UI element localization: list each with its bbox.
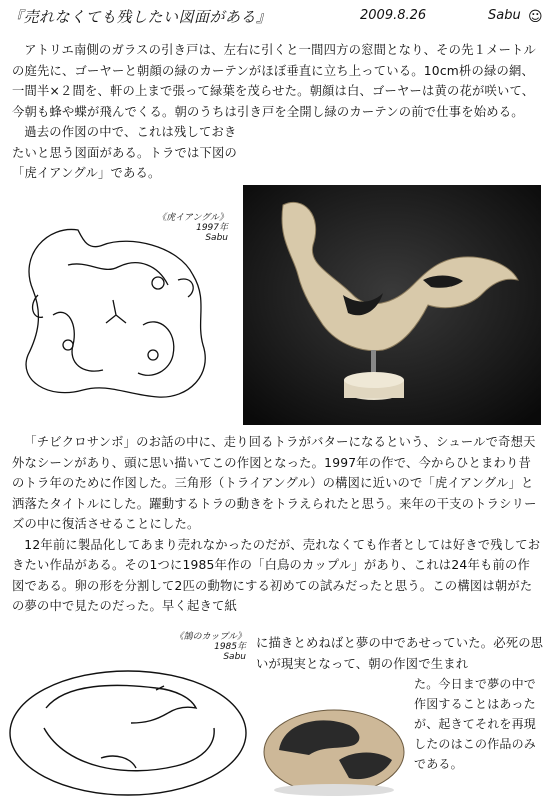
smiley-icon: ☺ xyxy=(528,9,543,25)
body-text-3 xyxy=(256,633,544,674)
paragraph-4a: 12年前に製品化してあまり売れなかったのだが、売れなくても作者としては好きで残しておきたい作品がある。その1つに1985年作の「白鳥のカップル」があり、これは24年も前の作図である。卵の形を分割して2匹の動物にする初めての試みだったと思う。この構図は朝がたの夢の中で見たのだった。早く起きて紙 xyxy=(12,537,541,613)
paragraph-1: アトリエ南側のガラスの引き戸は、左右に引くと一間四方の窓間となり、その先１メートルの庭先に、ゴーヤーと朝顔の緑のカーテンがほぼ垂直に立ち上っている。10cm枡の緑の網、一間半×２間を、軒の上まで張って緑葉を茂らせた。朝顔は白、ゴーヤーは黄の花が咲いて、今朝も蜂や蝶が飛んでくる。朝のうちは引き戸を全開し緑のカーテンの前で仕事を始める。 xyxy=(12,43,537,119)
sketch1-caption-title: 《虎イアングル》 xyxy=(157,213,228,223)
page-title: 『売れなくても残したい図面がある』 xyxy=(8,8,272,26)
swan-photo-art xyxy=(254,690,412,802)
sketch1-caption-year: 1997年 xyxy=(196,223,228,233)
header xyxy=(8,6,544,32)
intro-text xyxy=(12,40,542,184)
swan-sketch xyxy=(6,628,251,803)
paragraph-4b: に描きとめねばと夢の中であせっていた。必死の思いが現実となって、朝の作図で生まれ xyxy=(256,636,544,671)
sketch2-caption-sig: Sabu xyxy=(223,652,246,662)
paragraph-2: 過去の作図の中で、これは残しておきたいと思う図面がある。トラでは下図の「虎イアングル」である。 xyxy=(12,125,237,180)
sketch1-caption xyxy=(128,213,228,243)
tiger-sculpture-photo xyxy=(243,185,541,425)
sketch1-caption-sig: Sabu xyxy=(205,233,228,243)
tiger-photo-art xyxy=(243,185,541,425)
tiger-sketch xyxy=(8,205,243,410)
post-date: 2009.8.26 xyxy=(360,8,427,23)
body-text-2 xyxy=(12,432,542,617)
paragraph-5: た。今日まで夢の中で作図することはあったが、起きてそれを再現したのはこの作品のみである。 xyxy=(414,677,537,771)
paragraph-3: 「チビクロサンボ」のお話の中に、走り回るトラがバターになるという、シュールで奇想天外なシーンがあり、頭に思い描いてこの作図となった。1997年の作で、今からひとまわり昔のトラ年のために作図した。三角形（トライアングル）の構図に近いので「虎イアングル」と洒落たタイトルにした。躍動するトラの動きをトラえられたと思う。来年の干支のトラシリーズの中に復活させることにした。 xyxy=(12,435,537,531)
sketch2-caption-year: 1985年 xyxy=(214,642,246,652)
sketch2-caption-title: 《鵠のカップル》 xyxy=(174,632,246,642)
swan-sculpture-photo xyxy=(254,690,412,802)
sketch2-caption xyxy=(146,632,246,662)
author-signature: Sabu xyxy=(488,8,521,23)
body-text-4 xyxy=(414,674,544,774)
